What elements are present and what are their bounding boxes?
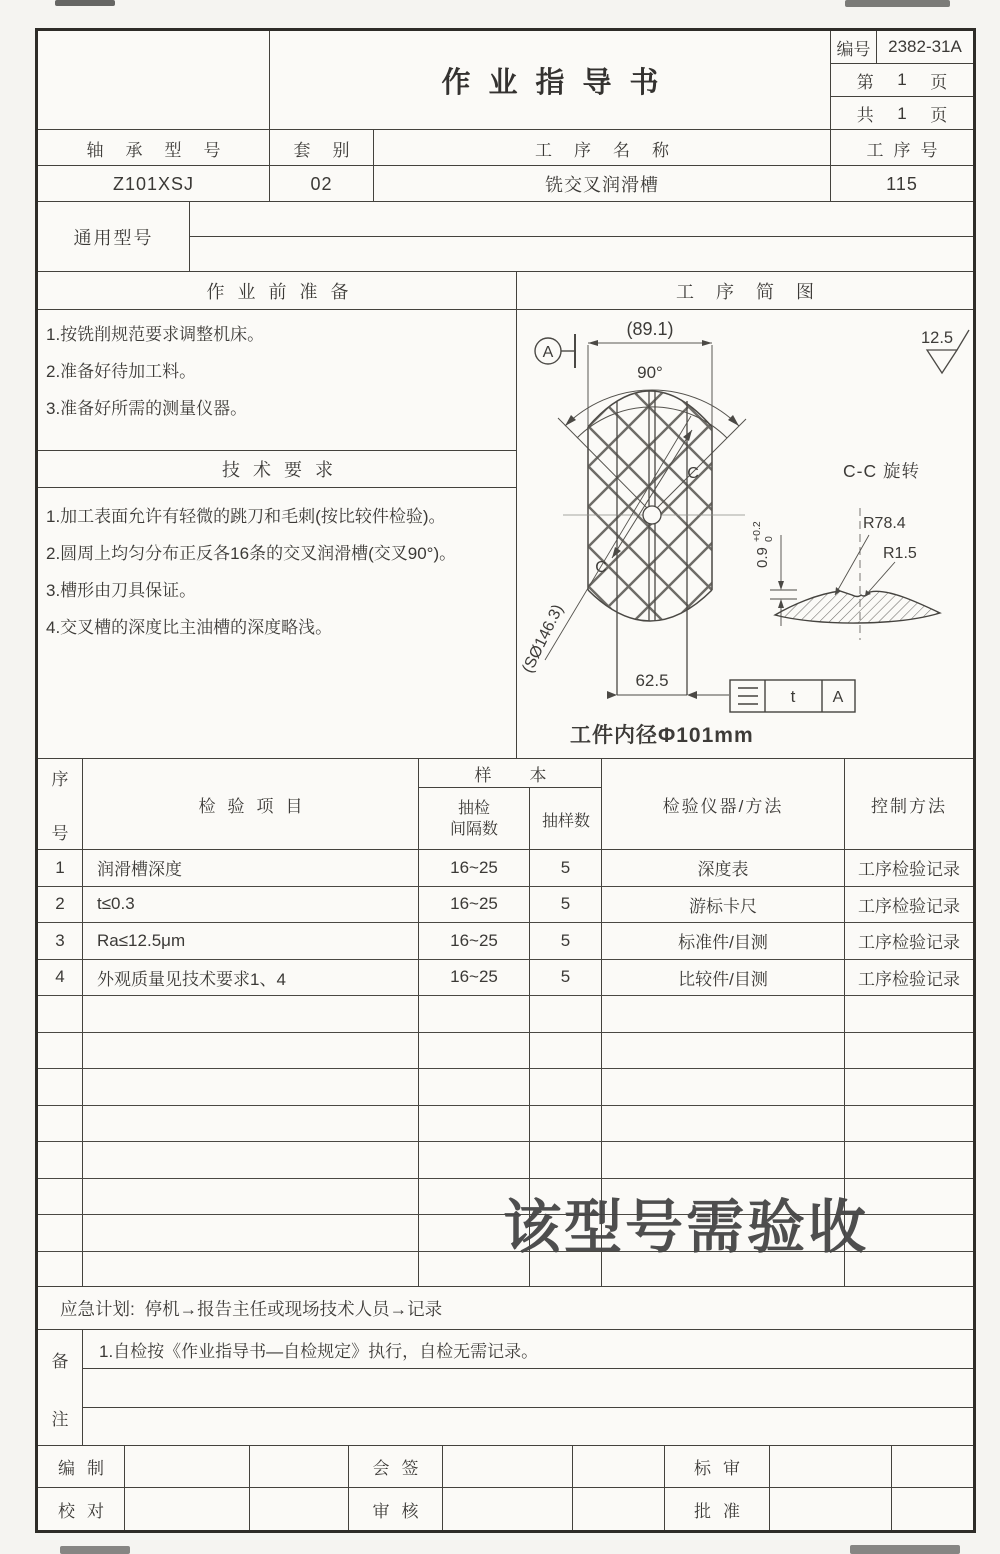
dim-width-label: (89.1) — [626, 319, 674, 339]
datum-a-icon — [535, 334, 575, 368]
row-method: 比较件/目测 — [602, 960, 845, 996]
requirements-heading: 技术要求 — [38, 450, 517, 488]
total-pages-row — [831, 97, 973, 130]
row-seq: 3 — [38, 923, 83, 959]
dim-arrow — [588, 340, 598, 346]
section-profile — [775, 591, 940, 623]
interval-header-line: 间隔数 — [449, 821, 498, 838]
requirement-item: 4.交叉槽的深度比主油槽的深度略浅。 — [46, 618, 333, 637]
row-interval: 16~25 — [419, 887, 530, 923]
center-hole — [643, 506, 661, 524]
prepared-date-field — [250, 1446, 349, 1487]
sphere-dia-label-group — [519, 602, 567, 676]
roughness-value: 12.5 — [921, 329, 954, 347]
table-row-empty — [38, 1142, 973, 1179]
requirement-item: 1.加工表面允许有轻微的跳刀和毛刺(按比较件检验)。 — [46, 507, 446, 526]
header-label-row — [38, 130, 973, 166]
row-interval: 16~25 — [419, 850, 530, 886]
main-groove-lines — [617, 391, 687, 695]
set-value: 02 — [270, 166, 374, 202]
process-no-label: 工序号 — [866, 140, 948, 160]
table-row — [38, 960, 973, 997]
bore-note: 工件内径Φ101mm — [570, 724, 754, 747]
depth-value: 0.9 — [754, 547, 771, 568]
review-field — [443, 1488, 573, 1530]
dim-arrow — [607, 691, 617, 699]
section-letter-top: C — [687, 465, 699, 482]
col-method-header: 检验仪器/方法 — [602, 759, 845, 850]
fcf-tolerance-label: t — [790, 687, 796, 706]
document-title-cell — [270, 31, 831, 130]
radius-large-label: R78.4 — [863, 515, 906, 532]
seq-header-char: 号 — [51, 824, 69, 843]
remarks-line-2 — [83, 1369, 973, 1408]
signature-footer — [38, 1446, 973, 1530]
preparation-item: 3.准备好所需的测量仪器。 — [46, 399, 248, 418]
doc-number-value: 2382-31A — [888, 37, 962, 56]
dim-arrow — [702, 340, 712, 346]
scan-artifact — [55, 0, 115, 6]
row-method: 标准件/目测 — [602, 923, 845, 959]
countersign-label: 会签 — [349, 1446, 443, 1487]
row-item: t≤0.3 — [83, 887, 419, 923]
process-diagram — [517, 310, 973, 759]
dim-arrow — [687, 691, 697, 699]
requirement-item: 3.槽形由刀具保证。 — [46, 581, 197, 600]
row-count: 5 — [530, 960, 602, 996]
bearing-model-label: 轴承型号 — [38, 130, 270, 166]
depth-tol-lower: 0 — [763, 536, 775, 542]
fcf-datum-label: A — [832, 689, 844, 706]
table-row-empty — [38, 1069, 973, 1106]
col-interval-header — [419, 788, 530, 850]
sphere-dia-label: (SØ146.3) — [519, 601, 567, 676]
review-label: 审核 — [349, 1488, 443, 1530]
col-control-header: 控制方法 — [871, 797, 947, 816]
prepared-by-field — [125, 1446, 250, 1487]
row-seq: 4 — [38, 960, 83, 996]
sphere-dia-leader — [545, 416, 691, 660]
page-unit: 页 — [930, 72, 948, 92]
row-count: 5 — [530, 923, 602, 959]
process-no-value: 115 — [886, 173, 918, 194]
remarks-line-1: 1.自检按《作业指导书—自检规定》执行，自检无需记录。 — [83, 1330, 973, 1369]
footer-row-2 — [38, 1488, 973, 1530]
sample-header-label: 样本 — [419, 759, 602, 788]
row-item: 润滑槽深度 — [83, 850, 419, 886]
standard-review-label: 标审 — [665, 1446, 770, 1487]
row-seq: 1 — [38, 850, 83, 886]
right-section — [517, 272, 973, 759]
review-date-field — [573, 1488, 665, 1530]
universal-model-label: 通用型号 — [38, 202, 190, 272]
emergency-plan: 应急计划: 停机→报告主任或现场技术人员→记录 — [38, 1287, 973, 1330]
universal-model-value-row-2 — [190, 237, 973, 272]
section-letter-bottom: C — [595, 559, 607, 576]
page-title: 作业指导书 — [441, 67, 677, 99]
standard-review-field — [770, 1446, 892, 1487]
set-label: 套别 — [270, 130, 374, 166]
row-control: 工序检验记录 — [858, 896, 960, 916]
scan-artifact — [850, 1545, 960, 1554]
col-sample-header — [419, 759, 602, 850]
countersign-date-field — [573, 1446, 665, 1487]
total-prefix: 共 — [856, 106, 874, 125]
remarks-label-char: 注 — [51, 1409, 69, 1429]
radius-small-label: R1.5 — [883, 545, 917, 562]
remarks-label — [38, 1330, 83, 1446]
depth-dim-label-group — [751, 521, 775, 568]
preparation-list — [38, 310, 517, 450]
preparation-heading: 作业前准备 — [38, 272, 517, 310]
standard-review-date-field — [892, 1446, 973, 1487]
footer-row-1 — [38, 1446, 973, 1488]
process-diagram-heading: 工序简图 — [517, 272, 973, 310]
row-count: 5 — [530, 887, 602, 923]
table-row — [38, 887, 973, 924]
preparation-item: 1.按铣削规范要求调整机床。 — [46, 325, 265, 344]
main-band — [38, 272, 973, 759]
header-value-row — [38, 166, 973, 202]
title-left-empty-cell — [38, 31, 270, 130]
doc-number-row — [831, 31, 973, 64]
row-control: 工序检验记录 — [858, 860, 960, 880]
process-diagram-svg — [517, 310, 973, 759]
depth-tol-upper: +0.2 — [751, 521, 763, 542]
dim-arrow — [778, 581, 784, 590]
table-row — [38, 850, 973, 887]
col-item-header: 检验项目 — [83, 759, 419, 850]
remarks-label-char: 备 — [51, 1351, 69, 1371]
proofread-field — [125, 1488, 250, 1530]
radius-large-leader — [835, 535, 869, 595]
title-band — [38, 31, 973, 130]
row-interval: 16~25 — [419, 960, 530, 996]
total-unit: 页 — [930, 106, 948, 125]
total-pages: 1 — [897, 103, 907, 123]
arc-arrow — [728, 415, 739, 426]
table-row-empty — [38, 1033, 973, 1070]
row-item: 外观质量见技术要求1、4 — [83, 960, 419, 996]
row-method: 深度表 — [602, 850, 845, 886]
left-section — [38, 272, 517, 759]
table-row-empty — [38, 996, 973, 1033]
remarks-band — [38, 1330, 973, 1446]
universal-model-value-row-1 — [190, 202, 973, 237]
row-control: 工序检验记录 — [858, 933, 960, 953]
work-instruction-form — [35, 28, 976, 1533]
scan-artifact — [845, 0, 950, 7]
datum-a-label: A — [542, 344, 554, 361]
page-number: 1 — [897, 70, 907, 89]
arc-arrow — [565, 415, 576, 426]
inspection-header — [38, 759, 973, 850]
row-item: Ra≤12.5μm — [83, 923, 419, 959]
bearing-model-value: Z101XSJ — [38, 166, 270, 202]
page-number-row — [831, 64, 973, 97]
symmetry-symbol-icon — [738, 688, 758, 704]
row-control: 工序检验记录 — [858, 969, 960, 989]
row-interval: 16~25 — [419, 923, 530, 959]
row-count: 5 — [530, 850, 602, 886]
process-name-label: 工序名称 — [374, 130, 831, 166]
row-seq: 2 — [38, 887, 83, 923]
seq-header-char: 序 — [51, 770, 69, 789]
countersign-field — [443, 1446, 573, 1487]
scan-artifact — [60, 1546, 130, 1554]
process-name-value: 铣交叉润滑槽 — [374, 166, 831, 202]
requirements-list — [38, 488, 517, 759]
angle-label: 90° — [637, 363, 663, 382]
approval-date-field — [892, 1488, 973, 1530]
preparation-item: 2.准备好待加工料。 — [46, 362, 197, 381]
col-seq-header — [38, 759, 83, 850]
table-row — [38, 923, 973, 960]
col-count-header: 抽样数 — [541, 812, 590, 830]
section-view-title: C-C 旋转 — [843, 461, 920, 481]
acceptance-stamp: 该型号需验收 — [503, 1195, 870, 1260]
approval-label: 批准 — [665, 1488, 770, 1530]
page-prefix: 第 — [856, 72, 874, 92]
remarks-line-3 — [83, 1408, 973, 1446]
approval-field — [770, 1488, 892, 1530]
requirement-item: 2.圆周上均匀分布正反各16条的交叉润滑槽(交叉90°)。 — [46, 544, 457, 563]
proofread-date-field — [250, 1488, 349, 1530]
prepared-by-label: 编制 — [38, 1446, 125, 1487]
dim-arrow — [778, 599, 784, 608]
proofread-label: 校对 — [38, 1488, 125, 1530]
title-right-block — [831, 31, 973, 130]
row-method: 游标卡尺 — [602, 887, 845, 923]
interval-header-line: 抽检 — [457, 800, 490, 817]
table-row-empty — [38, 1106, 973, 1143]
inner-dim-label: 62.5 — [635, 671, 669, 690]
doc-number-label: 编号 — [831, 31, 877, 63]
universal-model-band — [38, 202, 973, 272]
